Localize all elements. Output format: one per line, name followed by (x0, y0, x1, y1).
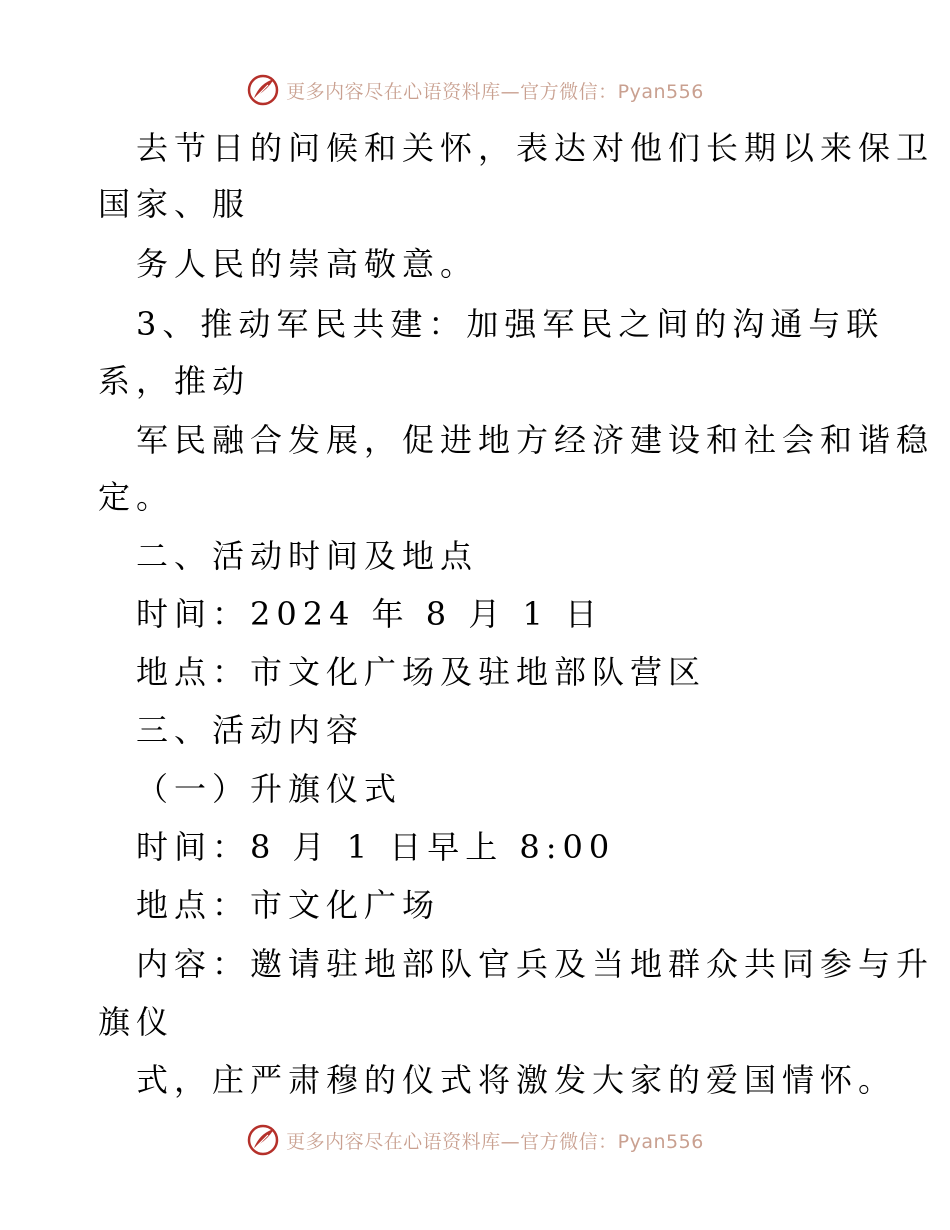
body-line: 地点：市文化广场 (136, 886, 441, 924)
feather-quill-logo-icon (246, 1123, 280, 1157)
body-line: 国家、服 (98, 185, 251, 223)
body-line: 系，推动 (98, 362, 251, 400)
header-banner (0, 70, 950, 110)
body-line: 时间：2024 年 8 月 1 日 (136, 595, 604, 633)
body-line: 地点：市文化广场及驻地部队营区 (136, 653, 707, 691)
body-line: 军民融合发展，促进地方经济建设和社会和谐稳 (136, 421, 935, 459)
section-heading: 三、活动内容 (136, 711, 365, 749)
footer-banner (0, 1120, 950, 1160)
footer-banner-text: 更多内容尽在心语资料库—官方微信：Pyan556 (286, 1130, 704, 1153)
body-line: 旗仪 (98, 1003, 175, 1041)
body-line: 内容：邀请驻地部队官兵及当地群众共同参与升 (136, 945, 935, 983)
body-line: 定。 (98, 478, 175, 516)
subsection-heading: （一）升旗仪式 (136, 770, 403, 808)
feather-quill-logo-icon (246, 73, 280, 107)
body-line: 时间：8 月 1 日早上 8:00 (136, 828, 616, 866)
body-line: 式，庄严肃穆的仪式将激发大家的爱国情怀。 (136, 1061, 897, 1099)
body-line: 3、推动军民共建：加强军民之间的沟通与联 (136, 305, 885, 343)
body-line: 务人民的崇高敬意。 (136, 245, 479, 283)
body-line: 去节日的问候和关怀，表达对他们长期以来保卫 (136, 129, 935, 167)
section-heading: 二、活动时间及地点 (136, 537, 479, 575)
header-banner-text: 更多内容尽在心语资料库—官方微信：Pyan556 (286, 80, 704, 103)
